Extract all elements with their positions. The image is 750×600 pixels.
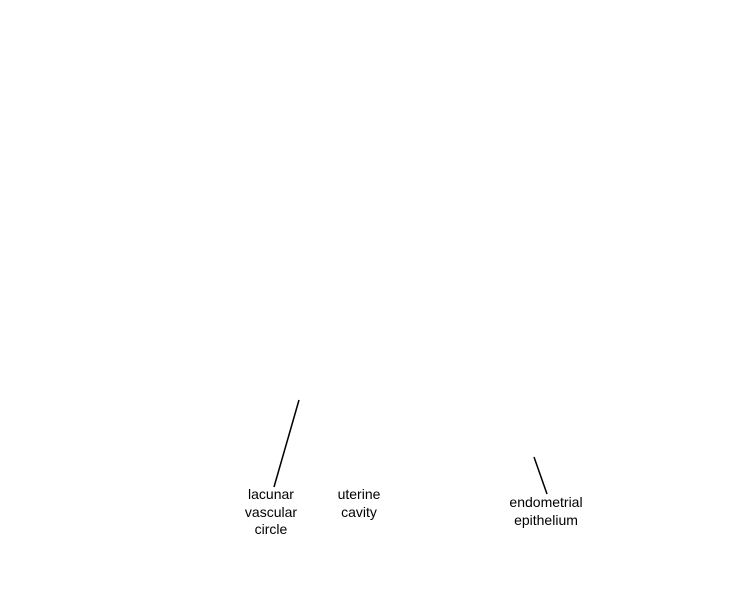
- label-line: circle: [254, 521, 288, 537]
- label-line: lacunar: [248, 486, 294, 502]
- label-line: uterine: [337, 486, 381, 502]
- leader-line-lacunar-vascular-circle: [274, 400, 299, 487]
- label-line: cavity: [341, 503, 377, 520]
- label-uterine-cavity: [324, 486, 394, 521]
- label-line: epithelium: [514, 511, 578, 528]
- leader-line-endometrial-epithelium: [534, 457, 547, 494]
- label-endometrial-epithelium: [496, 494, 596, 529]
- label-line: endometrial: [509, 494, 583, 510]
- label-line: vascular: [244, 503, 298, 520]
- label-lacunar-vascular-circle: [231, 486, 311, 539]
